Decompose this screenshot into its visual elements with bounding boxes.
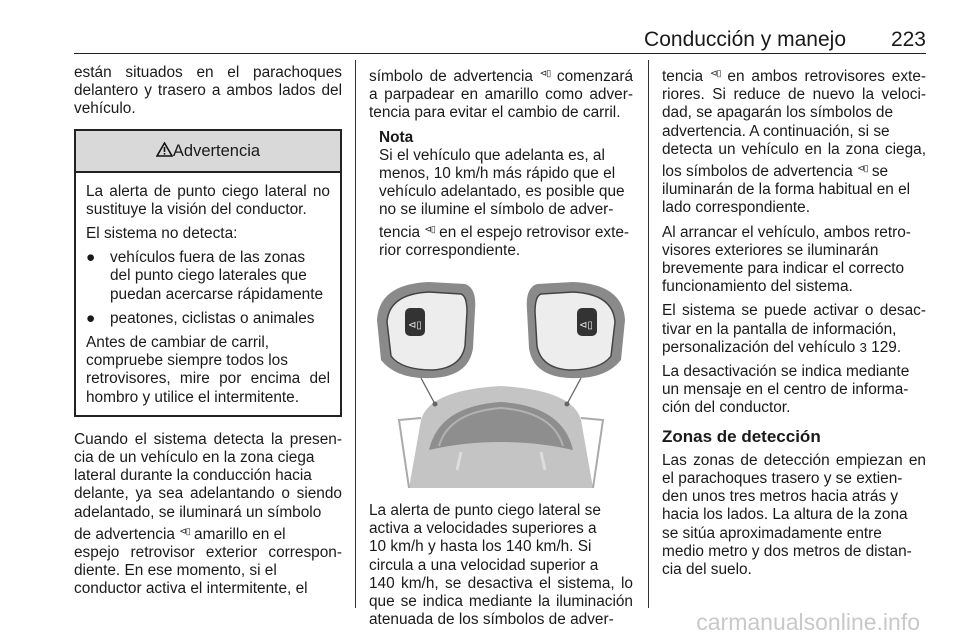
warning-box: [74, 129, 342, 417]
text-line: del punto ciego laterales que: [110, 267, 307, 285]
text-line: [662, 159, 926, 181]
note-title: Nota: [379, 128, 414, 146]
text-line: no se ilumine el símbolo de adver-: [379, 201, 614, 219]
bullet-icon: ●: [86, 309, 96, 327]
text-line: adelantado, se iluminará un símbolo: [74, 503, 322, 521]
text-line: [662, 64, 926, 86]
text-line: [74, 522, 342, 544]
text-line: se sitúa aproximadamente entre: [662, 524, 882, 542]
list-item: [86, 310, 330, 328]
blind-spot-symbol-icon: ⊲▯: [179, 525, 190, 536]
text-line: 140 km/h, se desactiva el sistema, lo: [369, 574, 633, 592]
text-line: menos, 10 km/h más rápido que el: [379, 165, 616, 183]
text-line: conductor activa el intermitente, el: [74, 580, 308, 598]
warning-body: [76, 173, 340, 415]
text-line: atenuada de los símbolos de adver-: [369, 611, 614, 629]
text-fragment: de advertencia: [74, 525, 175, 543]
text-line: [369, 64, 633, 86]
text-line: que se indica mediante la iluminación: [369, 593, 633, 611]
text-line: detecta un vehículo en la zona ciega,: [662, 140, 926, 158]
text-line: iluminarán de la forma habitual en el: [662, 181, 911, 199]
text-line: lateral durante la conducción hacia: [74, 467, 312, 485]
svg-text:⊲▯: ⊲▯: [579, 320, 593, 332]
text-line: La desactivación se indica mediante: [662, 363, 910, 381]
text-line: Las zonas de detección empiezan en: [662, 451, 926, 469]
text-line: hombro y utilice el intermitente.: [86, 388, 299, 406]
text-fragment: se: [871, 163, 889, 181]
text-line: rior correspondiente.: [379, 241, 521, 259]
text-line: a parpadear en amarillo como adver-: [369, 86, 633, 104]
text-line: sustituye la visión del conductor.: [86, 200, 307, 218]
text-line: Al arrancar el vehículo, ambos retro-: [662, 223, 911, 241]
text-fragment: en el espejo retrovisor exte-: [439, 223, 630, 241]
note-block: [369, 129, 633, 260]
column-divider: [648, 60, 649, 608]
text-line: peatones, ciclistas o animales: [110, 309, 315, 327]
page-header: [74, 26, 926, 52]
page-number: 223: [890, 28, 926, 51]
text-line: visores exteriores se iluminarán: [662, 241, 879, 259]
header-rule: [74, 53, 926, 54]
text-line: puedan acercarse rápidamente: [110, 285, 324, 303]
text-line: Si el vehículo que adelanta es, al: [379, 146, 605, 164]
blind-spot-symbol-icon: ⊲▯: [424, 223, 435, 234]
text-line: El sistema se puede activar o desac-: [662, 302, 926, 320]
text-line: están situados en el parachoques: [74, 64, 342, 81]
text-fragment: tencia: [662, 68, 704, 85]
column-1: [74, 64, 342, 599]
column-3: [662, 64, 926, 579]
text-line: lado correspondiente.: [662, 199, 811, 217]
text-line: espejo retrovisor exterior correspon-: [74, 544, 342, 562]
text-line: ción del conductor.: [662, 399, 791, 417]
text-line: funcionamiento del sistema.: [662, 278, 853, 296]
text-line: vehículo adelantado, es posible que: [379, 183, 625, 201]
text-line: [662, 339, 926, 357]
text-line: un mensaje en el centro de informa-: [662, 381, 909, 399]
warning-triangle-icon: [156, 142, 173, 157]
column-2: [369, 64, 633, 629]
page-reference-link[interactable]: 129.: [871, 338, 902, 356]
text-fragment: amarillo en el: [194, 525, 286, 543]
text-line: Antes de cambiar de carril,: [86, 334, 270, 352]
list-item: [86, 249, 330, 304]
text-line: delante, ya sea adelantando o siendo: [74, 485, 342, 503]
blind-spot-symbol-icon: ⊲▯: [857, 163, 868, 174]
text-line: cia de un vehículo en la zona ciega: [74, 449, 315, 467]
text-line: circula a una velocidad superior a: [369, 556, 599, 574]
text-line: riores. Si reduce de nuevo la veloci-: [662, 86, 926, 104]
column-divider: [355, 60, 356, 608]
text-line: cia del suelo.: [662, 561, 752, 579]
text-line: delantero y trasero a ambos lados del: [74, 82, 342, 100]
text-line: medio metro y dos metros de distan-: [662, 542, 912, 560]
text-line: activa a velocidades superiores a: [369, 520, 597, 538]
text-fragment: comenzará: [556, 68, 634, 85]
warning-title: Advertencia: [172, 141, 261, 160]
text-fragment: en ambos retrovisores exte-: [727, 68, 926, 85]
warning-header: [76, 131, 340, 173]
bullet-icon: ●: [86, 249, 96, 267]
text-line: den unos tres metros hacia atrás y: [662, 488, 899, 506]
header-title: Conducción y manejo: [644, 28, 846, 51]
svg-text:⊲▯: ⊲▯: [408, 320, 422, 332]
text-line: La alerta de punto ciego lateral no: [86, 182, 330, 200]
text-line: vehículos fuera de las zonas: [110, 249, 306, 267]
text-line: La alerta de punto ciego lateral se: [369, 502, 601, 520]
page-reference-arrow-icon: 3: [859, 339, 867, 355]
text-line: El sistema no detecta:: [86, 225, 238, 243]
text-line: hacia los lados. La altura de la zona: [662, 506, 908, 524]
text-line: Cuando el sistema detecta la presen-: [74, 430, 342, 448]
text-line: dad, se apagarán los símbolos de: [662, 104, 894, 122]
text-line: brevemente para indicar el correcto: [662, 260, 905, 278]
text-fragment: los símbolos de advertencia: [662, 163, 853, 181]
text-fragment: personalización del vehículo: [662, 338, 856, 356]
text-line: vehículo.: [74, 100, 136, 118]
text-line: retrovisores, mire por encima del: [86, 370, 330, 388]
blind-spot-mirrors-illustration: [369, 270, 633, 490]
text-line: compruebe siempre todos los: [86, 352, 288, 370]
text-line: tivar en la pantalla de información,: [662, 320, 897, 338]
blind-spot-symbol-icon: ⊲▯: [709, 68, 721, 78]
text-line: diente. En ese momento, si el: [74, 562, 277, 580]
text-line: tencia para evitar el cambio de carril.: [369, 104, 621, 122]
text-line: 10 km/h y hasta los 140 km/h. Si: [369, 538, 592, 556]
blind-spot-symbol-icon: ⊲▯: [539, 68, 551, 78]
text-line: el parachoques trasero y se extien-: [662, 470, 903, 488]
text-fragment: símbolo de advertencia: [369, 68, 533, 85]
text-line: [379, 220, 633, 242]
section-heading: Zonas de detección: [662, 426, 821, 446]
text-fragment: tencia: [379, 223, 421, 241]
watermark: carmanualsonline.info: [696, 609, 920, 635]
text-line: advertencia. A continuación, si se: [662, 122, 890, 140]
